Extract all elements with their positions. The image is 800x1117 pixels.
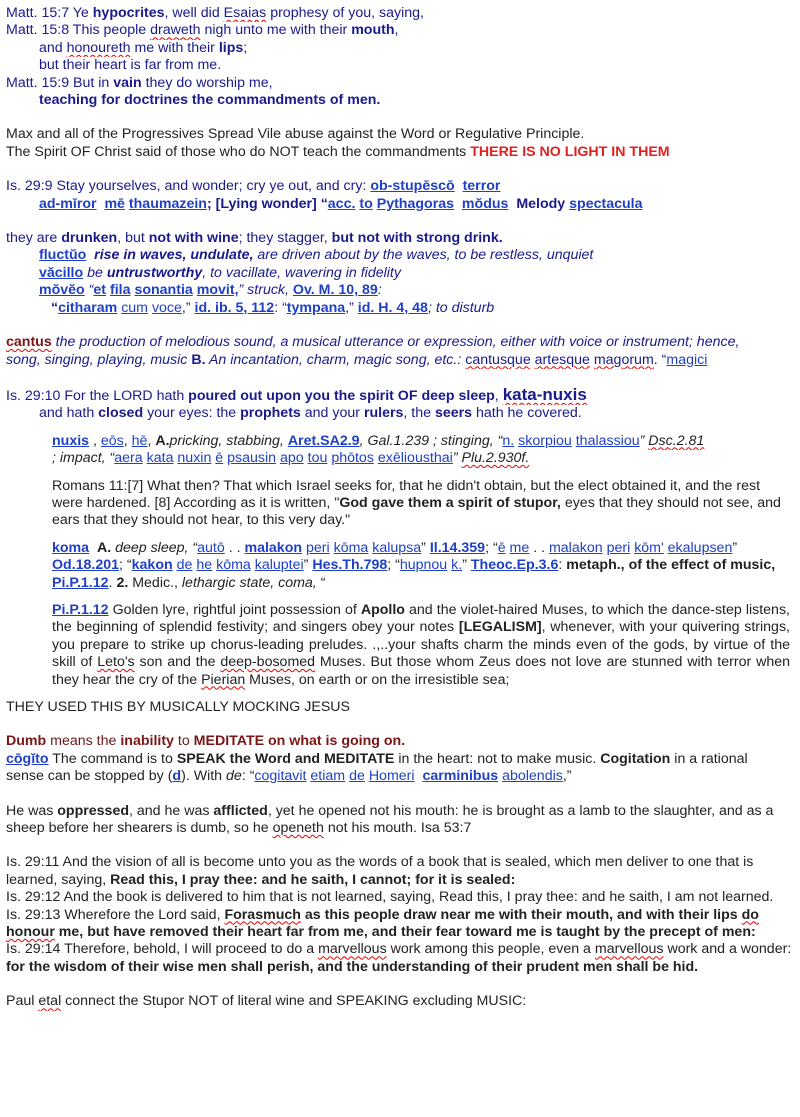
matt-15-9-cont: teaching for doctrines the commandments of men.	[39, 92, 381, 109]
koma-entry: koma A. deep sleep, “autō . . malakon peri kōma kalupsa” Il.14.359; “ē me . . malakon peri kōm' ekalupsen” Od.18.201; “kakon de he kōma kaluptei” Hes.Th.798; “hupnou k.” Theoc.Ep.3.6: metaph., of the effect of music, Pi.P.1.12. 2. Medic., lethargic state, coma, “	[52, 539, 776, 591]
romans-11-paragraph: Romans 11:[7] What then? That which Israel seeks for, that he didn't obtain, but the elect obtained it, and the rest were hardened. [8] According as it is written, "God gave them a spirit of stupor, eyes that they should not see, and ears that they should not hear, to this very day."	[52, 477, 781, 529]
spirit-line: The Spirit OF Christ said of those who do NOT teach the commandments THERE IS NO LIGHT IN THEM	[6, 143, 670, 160]
nuxis-line-2: ; impact, “aera kata nuxin ē psausin apo tou phōtos exēliousthai” Plu.2.930f.	[52, 450, 530, 467]
matt-15-8-cont: and honoureth me with their lips;	[39, 39, 248, 56]
link-modus[interactable]: mŏdus	[461, 195, 509, 212]
link-malakon-2[interactable]: malakon	[548, 539, 603, 556]
link-il[interactable]: Il.14.359	[429, 539, 486, 556]
matt-15-8-end: but their heart is far from me.	[39, 57, 222, 74]
kata-nuxis-term: kata-nuxis	[502, 385, 587, 404]
link-peri-2[interactable]: peri	[606, 539, 631, 556]
link-etiam[interactable]: etiam	[310, 768, 346, 785]
link-eos[interactable]: eōs	[100, 432, 124, 449]
cogito-line-2: sense can be stopped by (d). With de: “cogitavit etiam de Homeri carminibus abolendis,”	[6, 768, 572, 785]
link-moveo[interactable]: mŏvĕo	[39, 282, 85, 299]
link-cum[interactable]: cum	[121, 299, 148, 316]
link-tympana[interactable]: tympana	[286, 299, 346, 316]
link-ov-m[interactable]: Ov. M. 10, 89	[292, 282, 378, 299]
isaiah-29-9: Is. 29:9 Stay yourselves, and wonder; cry ye out, and cry: ob-stupēscō terror	[6, 178, 501, 195]
isaiah-29-10-cont: and hath closed your eyes: the prophets and your rulers, the seers hath he covered.	[39, 405, 582, 422]
link-magici[interactable]: magici	[666, 351, 708, 368]
link-pi-p-2[interactable]: Pi.P.1.12	[52, 601, 109, 618]
link-et[interactable]: et	[93, 282, 107, 299]
link-e[interactable]: ē	[215, 450, 224, 467]
mocking-heading: THEY USED THIS BY MUSICALLY MOCKING JESUS	[6, 699, 351, 715]
cantus-term: cantus	[6, 334, 52, 351]
link-koma-3[interactable]: kōma	[216, 557, 251, 574]
link-psausin[interactable]: psausin	[227, 450, 277, 467]
link-me[interactable]: mē	[104, 195, 125, 212]
link-he-2[interactable]: he	[196, 557, 213, 574]
link-ekalupsen[interactable]: ekalupsen	[667, 539, 733, 556]
isaiah-29-11: Is. 29:11 And the vision of all is become unto you as the words of a book that is sealed, which men deliver to one that is learned, saying, Read this, I pray thee: and he saith, I cannot; for it is sealed:	[6, 854, 754, 888]
max-line: Max and all of the Progressives Spread Vile abuse against the Word or Regulative Principle.	[6, 126, 585, 143]
isaiah-29-10: Is. 29:10 For the LORD hath poured out upon you the spirit OF deep sleep, kata-nuxis	[6, 385, 587, 404]
moveo-line: mŏvĕo “et fila sonantia movit,” struck, Ov. M. 10, 89:	[39, 282, 382, 299]
link-kakon[interactable]: kakon	[131, 557, 173, 574]
link-id-h[interactable]: id. H. 4, 48	[357, 299, 428, 316]
cantus-line-2: song, singing, playing, music B. An incantation, charm, magic song, etc.: cantusque artesque magorum. “magici	[6, 351, 708, 368]
nuxis-line-1: nuxis , eōs, hē, A.pricking, stabbing, Aret.SA2.9, Gal.1.239 ; stinging, “n. skorpiou thalassiou” Dsc.2.81	[52, 432, 705, 449]
isaiah-29-13: Is. 29:13 Wherefore the Lord said, Forasmuch as this people draw near me with their mouth, and with their lips do honour me, but have removed their heart far from me, and their fear toward me is taught by the precept of men:	[6, 906, 759, 941]
link-koma-2[interactable]: kōma	[333, 539, 369, 556]
link-nuxin[interactable]: nuxin	[177, 450, 212, 467]
link-pythagoras[interactable]: Pythagoras	[376, 195, 455, 212]
link-to[interactable]: to	[359, 195, 373, 212]
isaiah-29-14: Is. 29:14 Therefore, behold, I will proceed to do a marvellous work among this people, even a marvellous work and a wonder: for the wisdom of their wise men shall perish, and the understanding of their prudent men shall be hid.	[6, 941, 792, 975]
link-de[interactable]: de	[176, 557, 193, 574]
link-he[interactable]: hē	[131, 432, 148, 449]
link-malakon[interactable]: malakon	[244, 539, 303, 556]
link-pi-p[interactable]: Pi.P.1.12	[52, 574, 109, 591]
link-d[interactable]: d	[172, 768, 182, 785]
link-movit[interactable]: movit,	[196, 282, 239, 299]
link-kom[interactable]: kōm'	[634, 539, 664, 556]
isaiah-29-12: Is. 29:12 And the book is delivered to him that is not learned, saying, Read this, I pray thee: and he saith, I am not learned.	[6, 889, 774, 906]
link-thalassiou[interactable]: thalassiou	[575, 432, 640, 449]
link-photos[interactable]: phōtos	[331, 450, 374, 467]
link-e-2[interactable]: ē	[497, 539, 506, 556]
isaiah-29-9-gloss: ad-mīror mē thaumazein; [Lying wonder] “acc. to Pythagoras mŏdus Melody spectacula	[39, 195, 643, 212]
link-acc[interactable]: acc.	[327, 195, 356, 212]
matt-15-8: Matt. 15:8 This people draweth nigh unto me with their mouth,	[6, 22, 399, 39]
link-hupnou[interactable]: hupnou	[399, 557, 448, 574]
link-homeri[interactable]: Homeri	[368, 768, 415, 785]
drunken-line: they are drunken, but not with wine; they stagger, but not with strong drink.	[6, 230, 503, 247]
link-apo[interactable]: apo	[280, 450, 304, 467]
matt-15-7: Matt. 15:7 Ye hypocrites, well did Esaias prophesy of you, saying,	[6, 5, 424, 21]
link-sonantia[interactable]: sonantia	[134, 282, 193, 299]
nuxis-entry	[6, 433, 794, 689]
link-de-2[interactable]: de	[349, 768, 365, 785]
link-citharam[interactable]: citharam	[58, 299, 118, 316]
link-abolendis[interactable]: abolendis	[502, 768, 563, 785]
dumb-line: Dumb means the inability to MEDITATE on what is going on.	[6, 733, 406, 750]
link-skorpiou[interactable]: skorpiou	[518, 432, 572, 449]
link-thaumazein[interactable]: thaumazein	[128, 195, 207, 212]
link-peri[interactable]: peri	[305, 539, 330, 556]
link-theoc[interactable]: Theoc.Ep.3.6	[470, 557, 559, 574]
citharam-line: “citharam cum voce,” id. ib. 5, 112: “tympana,” id. H. 4, 48; to disturb	[51, 299, 495, 316]
link-cogito[interactable]: cōgĭto	[6, 750, 49, 767]
link-aera[interactable]: aera	[114, 450, 143, 467]
link-tou[interactable]: tou	[307, 450, 328, 467]
link-od[interactable]: Od.18.201	[52, 557, 120, 574]
link-fluctuo[interactable]: fluctŭo	[39, 247, 87, 264]
link-vacillo[interactable]: văcillo	[39, 264, 84, 281]
link-kalupsa[interactable]: kalupsa	[372, 539, 422, 556]
cantus-line: cantus the production of melodious sound, a musical utterance or expression, either with voice or instrument; hence,	[6, 334, 740, 351]
link-aret[interactable]: Aret.SA2.9	[287, 432, 360, 449]
link-ad-miror[interactable]: ad-mīror	[39, 195, 97, 212]
matt-15-9: Matt. 15:9 But in vain they do worship me,	[6, 74, 273, 91]
fluctuo-line: fluctŭo rise in waves, undulate, are driven about by the waves, to be restless, unquiet	[39, 247, 594, 264]
link-exeliousthai[interactable]: exēliousthai	[377, 450, 453, 467]
link-spectacula[interactable]: spectacula	[569, 195, 643, 212]
link-me-2[interactable]: me	[509, 539, 530, 556]
link-kata[interactable]: kata	[146, 450, 174, 467]
link-terror[interactable]: terror	[462, 178, 501, 195]
link-ob-stupesco[interactable]: ob-stupēscō	[370, 178, 455, 195]
isaiah-53-7: He was oppressed, and he was afflicted, yet he opened not his mouth: he is brought as a lamb to the slaughter, and as a sheep before her shearers is dumb, so he openeth not his mouth. Isa 53:7	[6, 802, 774, 837]
link-carminibus[interactable]: carminibus	[422, 768, 499, 785]
paul-line: Paul etal connect the Stupor NOT of literal wine and SPEAKING excluding MUSIC:	[6, 993, 527, 1010]
link-k[interactable]: k.	[451, 557, 463, 574]
link-auto[interactable]: autō	[197, 539, 225, 556]
link-voce[interactable]: voce	[151, 299, 182, 316]
link-n[interactable]: n.	[502, 432, 515, 449]
vacillo-line: văcillo be untrustworthy, to vacillate, wavering in fidelity	[39, 264, 401, 281]
cogito-line: cōgĭto The command is to SPEAK the Word and MEDITATE in the heart: not to make music. Cogitation in a rational	[6, 750, 748, 767]
link-cogitavit[interactable]: cogitavit	[254, 768, 307, 785]
link-nuxis[interactable]: nuxis	[52, 432, 90, 449]
link-hes[interactable]: Hes.Th.798	[312, 557, 388, 574]
link-kaluptei[interactable]: kaluptei	[254, 557, 304, 574]
link-id-ib[interactable]: id. ib. 5, 112	[194, 299, 275, 316]
link-koma[interactable]: koma	[52, 539, 90, 556]
pindar-paragraph: Pi.P.1.12 Golden lyre, rightful joint possession of Apollo and the violet-haired Muses, to which the dance-step listens, the beginning of splendid festivity; and singers obey your notes [LEGALISM], whenever, with your quivering strings, you prepare to strike up chorus-leading preludes. .,..your shafts charm the minds even of the gods, by virtue of the skill of Leto's son and the deep-bosomed Muses. But those whom Zeus does not love are stunned with terror when they hear the cry of the Pierian Muses, on earth or on the irresistible sea;	[52, 601, 790, 688]
link-fila[interactable]: fila	[109, 282, 131, 299]
